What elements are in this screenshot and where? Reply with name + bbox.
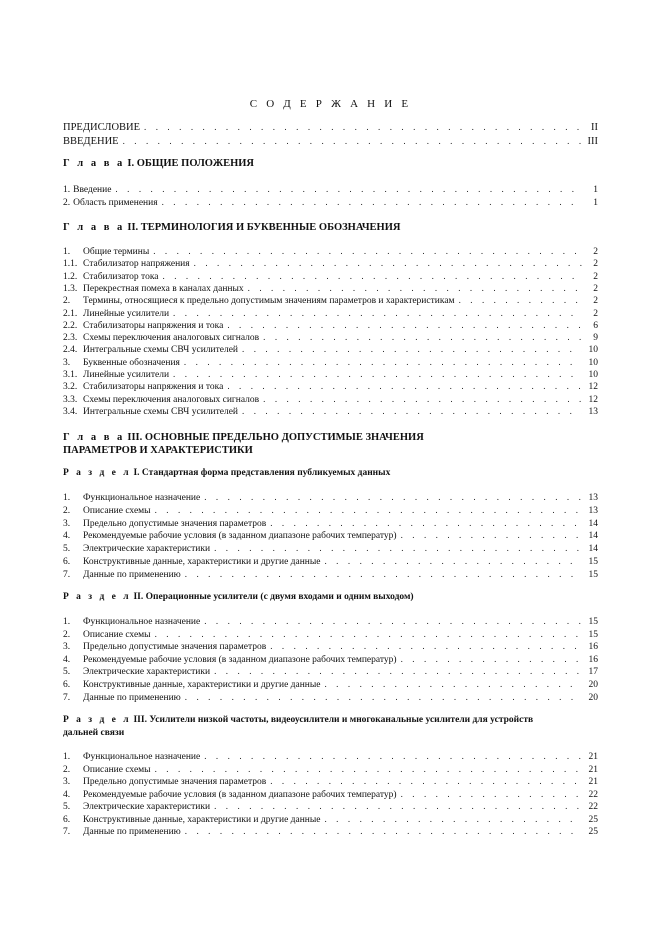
leader-dots — [401, 788, 582, 801]
entry-number: 1. — [63, 752, 71, 762]
toc-entry[interactable] — [63, 825, 598, 838]
section-prefix: Р а з д е л — [63, 468, 132, 478]
toc-entry[interactable] — [63, 491, 598, 504]
toc-entry[interactable] — [63, 331, 598, 344]
toc-entry[interactable] — [63, 282, 598, 295]
entry-page: 14 — [588, 531, 598, 542]
section-title: II. Операционные усилители (с двумя входами и одним выходом) — [131, 592, 414, 602]
toc-entry[interactable] — [63, 691, 598, 704]
entry-label: Данные по применению — [83, 569, 181, 580]
entry-label: Описание схемы — [83, 505, 151, 516]
leader-dots — [115, 183, 582, 196]
chapter-title-cont: ПАРАМЕТРОВ И ХАРАКТЕРИСТИКИ — [63, 445, 253, 456]
leader-dots — [270, 775, 582, 788]
toc-entry[interactable] — [63, 615, 598, 628]
section-3-heading — [63, 714, 598, 740]
entry-number: 5. — [63, 544, 71, 555]
entry-page: 1 — [593, 185, 598, 195]
section-1-heading — [63, 467, 598, 480]
entry-label: Схемы переключения аналоговых сигналов — [83, 394, 260, 405]
leader-dots — [401, 529, 582, 542]
toc-entry[interactable] — [63, 294, 598, 307]
leader-dots — [263, 393, 582, 406]
entry-number: 3.4. — [63, 406, 78, 417]
leader-dots — [185, 568, 582, 581]
leader-dots — [204, 615, 582, 628]
entry-number: 3.1. — [63, 370, 78, 380]
entry-page: 22 — [588, 802, 598, 812]
leader-dots — [173, 368, 582, 381]
entry-label: Линейные усилители — [83, 370, 170, 380]
leader-dots — [204, 491, 582, 504]
toc-entry[interactable] — [63, 307, 598, 320]
toc-entry[interactable] — [63, 319, 598, 332]
toc-entry[interactable] — [63, 628, 598, 641]
entry-label: Конструктивные данные, характеристики и другие данные — [83, 814, 321, 825]
entry-number: 1.1. — [63, 259, 78, 270]
section-prefix: Р а з д е л — [63, 715, 132, 725]
entry-label: Общие термины — [83, 247, 150, 257]
toc-entry[interactable] — [63, 542, 598, 555]
entry-number: 1. — [63, 247, 71, 257]
entry-label: Предельно допустимые значения параметров — [83, 518, 267, 529]
toc-entry[interactable] — [63, 270, 598, 283]
entry-number: 7. — [63, 692, 71, 703]
leader-dots — [248, 282, 582, 295]
leader-dots — [155, 628, 582, 641]
leader-dots — [163, 270, 582, 283]
entry-label: Электрические характеристики — [83, 667, 211, 678]
entry-number: 3. — [63, 777, 71, 787]
toc-entry[interactable] — [63, 813, 598, 826]
toc-entry[interactable] — [63, 405, 598, 418]
entry-number: 3.3. — [63, 394, 78, 405]
entry-label: Рекомендуемые рабочие условия (в заданном диапазоне рабочих температур) — [83, 531, 397, 542]
entry-label: Стабилизаторы напряжения и тока — [83, 320, 224, 331]
entry-page: 2 — [593, 259, 598, 270]
entry-page: 12 — [588, 382, 598, 393]
entry-number: 1. — [63, 185, 71, 195]
toc-entry[interactable] — [63, 529, 598, 542]
entry-label: Данные по применению — [83, 827, 181, 837]
entry-label: Описание схемы — [83, 629, 151, 640]
entry-number: 2.1. — [63, 308, 78, 319]
leader-dots — [173, 307, 582, 320]
entry-page: 15 — [588, 617, 598, 627]
entry-number: 2. — [63, 505, 71, 516]
toc-entry[interactable] — [63, 678, 598, 691]
entry-page: 9 — [593, 333, 598, 344]
toc-entry[interactable] — [63, 555, 598, 568]
chapter-title: I. ОБЩИЕ ПОЛОЖЕНИЯ — [124, 158, 254, 169]
entry-label: ВВЕДЕНИЕ — [63, 136, 119, 147]
chapter-1-heading — [63, 157, 598, 170]
entry-page: 14 — [588, 544, 598, 555]
toc-entry[interactable] — [63, 568, 598, 581]
toc-entry[interactable] — [63, 504, 598, 517]
entry-label: Функциональное назначение — [83, 752, 201, 762]
entry-number: 2.4. — [63, 345, 78, 356]
leader-dots — [155, 763, 582, 776]
entry-page: 2 — [593, 271, 598, 282]
leader-dots — [324, 813, 582, 826]
entry-page: 25 — [588, 814, 598, 825]
entry-label: Интегральные схемы СВЧ усилителей — [83, 406, 239, 417]
entry-page: 14 — [588, 518, 598, 529]
entry-label: Стабилизаторы напряжения и тока — [83, 382, 224, 393]
leader-dots — [227, 380, 582, 393]
leader-dots — [162, 196, 582, 209]
entry-number: 6. — [63, 680, 71, 690]
chapter-title: III. ОСНОВНЫЕ ПРЕДЕЛЬНО ДОПУСТИМЫЕ ЗНАЧЕНИЯ — [124, 432, 424, 443]
entry-label: Схемы переключения аналоговых сигналов — [83, 333, 260, 344]
toc-entry[interactable] — [63, 356, 598, 369]
leader-dots — [227, 319, 582, 332]
entry-page: 6 — [593, 320, 598, 331]
toc-entry[interactable] — [63, 763, 598, 776]
entry-page: 1 — [593, 197, 598, 208]
entry-page: 13 — [588, 406, 598, 417]
leader-dots — [185, 825, 582, 838]
entry-number: 4. — [63, 531, 71, 542]
toc-entry[interactable] — [63, 393, 598, 406]
section-title: I. Стандартная форма представления публикуемых данных — [131, 468, 391, 478]
toc-entry[interactable] — [63, 665, 598, 678]
entry-label: Предельно допустимые значения параметров — [83, 777, 267, 787]
entry-label: Рекомендуемые рабочие условия (в заданном диапазоне рабочих температур) — [83, 789, 397, 800]
toc-entry[interactable] — [63, 653, 598, 666]
leader-dots — [123, 135, 582, 148]
entry-number: 5. — [63, 802, 71, 812]
entry-page: 21 — [588, 777, 598, 787]
leader-dots — [184, 356, 582, 369]
entry-number: 2. — [63, 296, 71, 307]
entry-number: 6. — [63, 814, 71, 825]
entry-number: 3. — [63, 357, 71, 368]
entry-number: 7. — [63, 569, 71, 580]
section-title: III. Усилители низкой частоты, видеоусилители и многоканальные усилители для устройств — [131, 715, 534, 725]
entry-label: Область применения — [73, 197, 158, 208]
entry-number: 2. — [63, 629, 71, 640]
chapter-3-heading — [63, 431, 598, 457]
entry-page: 16 — [588, 654, 598, 665]
entry-label: ПРЕДИСЛОВИЕ — [63, 122, 141, 133]
entry-page: 21 — [588, 752, 598, 762]
toc-entry[interactable] — [63, 517, 598, 530]
entry-page: 22 — [588, 789, 598, 800]
leader-dots — [263, 331, 582, 344]
toc-entry[interactable] — [63, 183, 598, 196]
entry-page: 2 — [593, 283, 598, 294]
entry-number: 3. — [63, 518, 71, 529]
toc-entry[interactable] — [63, 640, 598, 653]
entry-label: Буквенные обозначения — [83, 357, 180, 368]
leader-dots — [324, 678, 582, 691]
toc-entry-foreword[interactable] — [63, 121, 598, 134]
entry-page: III — [587, 136, 598, 147]
entry-label: Интегральные схемы СВЧ усилителей — [83, 345, 239, 356]
leader-dots — [459, 294, 582, 307]
leader-dots — [214, 665, 582, 678]
chapter-title: II. ТЕРМИНОЛОГИЯ И БУКВЕННЫЕ ОБОЗНАЧЕНИЯ — [124, 222, 401, 233]
entry-label: Линейные усилители — [83, 308, 170, 319]
entry-page: 13 — [588, 493, 598, 503]
entry-page: 20 — [588, 692, 598, 703]
entry-page: 13 — [588, 505, 598, 516]
chapter-prefix: Г л а в а — [63, 432, 125, 443]
entry-page: 16 — [588, 642, 598, 653]
entry-page: 10 — [588, 370, 598, 380]
entry-number: 2. — [63, 764, 71, 775]
chapter-2-heading — [63, 221, 598, 234]
entry-number: 4. — [63, 789, 71, 800]
entry-number: 2. — [63, 197, 71, 208]
entry-label: Описание схемы — [83, 764, 151, 775]
entry-number: 3.2. — [63, 382, 78, 393]
entry-label: Электрические характеристики — [83, 544, 211, 555]
section-prefix: Р а з д е л — [63, 592, 132, 602]
toc-entry[interactable] — [63, 368, 598, 381]
chapter-prefix: Г л а в а — [63, 158, 125, 169]
chapter-prefix: Г л а в а — [63, 222, 125, 233]
entry-page: 12 — [588, 394, 598, 405]
entry-page: 15 — [588, 557, 598, 567]
leader-dots — [144, 121, 582, 134]
entry-page: 2 — [593, 247, 598, 257]
entry-number: 1. — [63, 617, 71, 627]
toc-entry-introduction[interactable] — [63, 135, 598, 148]
entry-label: Введение — [73, 185, 112, 195]
entry-label: Электрические характеристики — [83, 802, 211, 812]
entry-label: Стабилизатор тока — [83, 271, 159, 282]
entry-number: 1.3. — [63, 283, 78, 294]
entry-label: Конструктивные данные, характеристики и другие данные — [83, 680, 321, 690]
toc-entry[interactable] — [63, 245, 598, 258]
leader-dots — [214, 542, 582, 555]
entry-page: 25 — [588, 827, 598, 837]
leader-dots — [185, 691, 582, 704]
entry-page: 17 — [588, 667, 598, 678]
toc-entry[interactable] — [63, 800, 598, 813]
leader-dots — [204, 750, 582, 763]
leader-dots — [270, 517, 582, 530]
entry-label: Данные по применению — [83, 692, 181, 703]
entry-number: 7. — [63, 827, 71, 837]
toc-entry[interactable] — [63, 343, 598, 356]
entry-page: 2 — [593, 308, 598, 319]
entry-number: 5. — [63, 667, 71, 678]
entry-page: II — [591, 122, 598, 133]
entry-number: 4. — [63, 654, 71, 665]
leader-dots — [155, 504, 582, 517]
leader-dots — [401, 653, 582, 666]
leader-dots — [270, 640, 582, 653]
entry-label: Стабилизатор напряжения — [83, 259, 190, 270]
entry-label: Предельно допустимые значения параметров — [83, 642, 267, 653]
entry-page: 2 — [593, 296, 598, 307]
page-title: С О Д Е Р Ж А Н И Е — [249, 98, 412, 110]
leader-dots — [242, 405, 582, 418]
entry-label: Функциональное назначение — [83, 493, 201, 503]
entry-number: 3. — [63, 642, 71, 653]
toc-entry[interactable] — [63, 750, 598, 763]
toc-entry[interactable] — [63, 196, 598, 209]
toc-entry[interactable] — [63, 257, 598, 270]
section-2-heading — [63, 591, 598, 604]
entry-number: 2.2. — [63, 320, 78, 331]
leader-dots — [194, 257, 582, 270]
entry-label: Рекомендуемые рабочие условия (в заданном диапазоне рабочих температур) — [83, 654, 397, 665]
entry-page: 15 — [588, 569, 598, 580]
entry-label: Термины, относящиеся к предельно допустимым значениям параметров и характеристикам — [83, 296, 455, 307]
entry-page: 10 — [588, 345, 598, 356]
entry-number: 2.3. — [63, 333, 78, 344]
leader-dots — [324, 555, 582, 568]
entry-number: 1. — [63, 493, 71, 503]
toc-entry[interactable] — [63, 788, 598, 801]
entry-number: 1.2. — [63, 271, 78, 282]
entry-number: 6. — [63, 557, 71, 567]
entry-page: 10 — [588, 357, 598, 368]
entry-page: 15 — [588, 629, 598, 640]
entry-label: Функциональное назначение — [83, 617, 201, 627]
toc-entry[interactable] — [63, 775, 598, 788]
entry-page: 20 — [588, 680, 598, 690]
entry-label: Перекрестная помеха в каналах данных — [83, 283, 244, 294]
section-title-cont: дальней связи — [63, 728, 125, 738]
leader-dots — [242, 343, 582, 356]
toc-entry[interactable] — [63, 380, 598, 393]
leader-dots — [153, 245, 582, 258]
entry-page: 21 — [588, 764, 598, 775]
leader-dots — [214, 800, 582, 813]
entry-label: Конструктивные данные, характеристики и другие данные — [83, 557, 321, 567]
